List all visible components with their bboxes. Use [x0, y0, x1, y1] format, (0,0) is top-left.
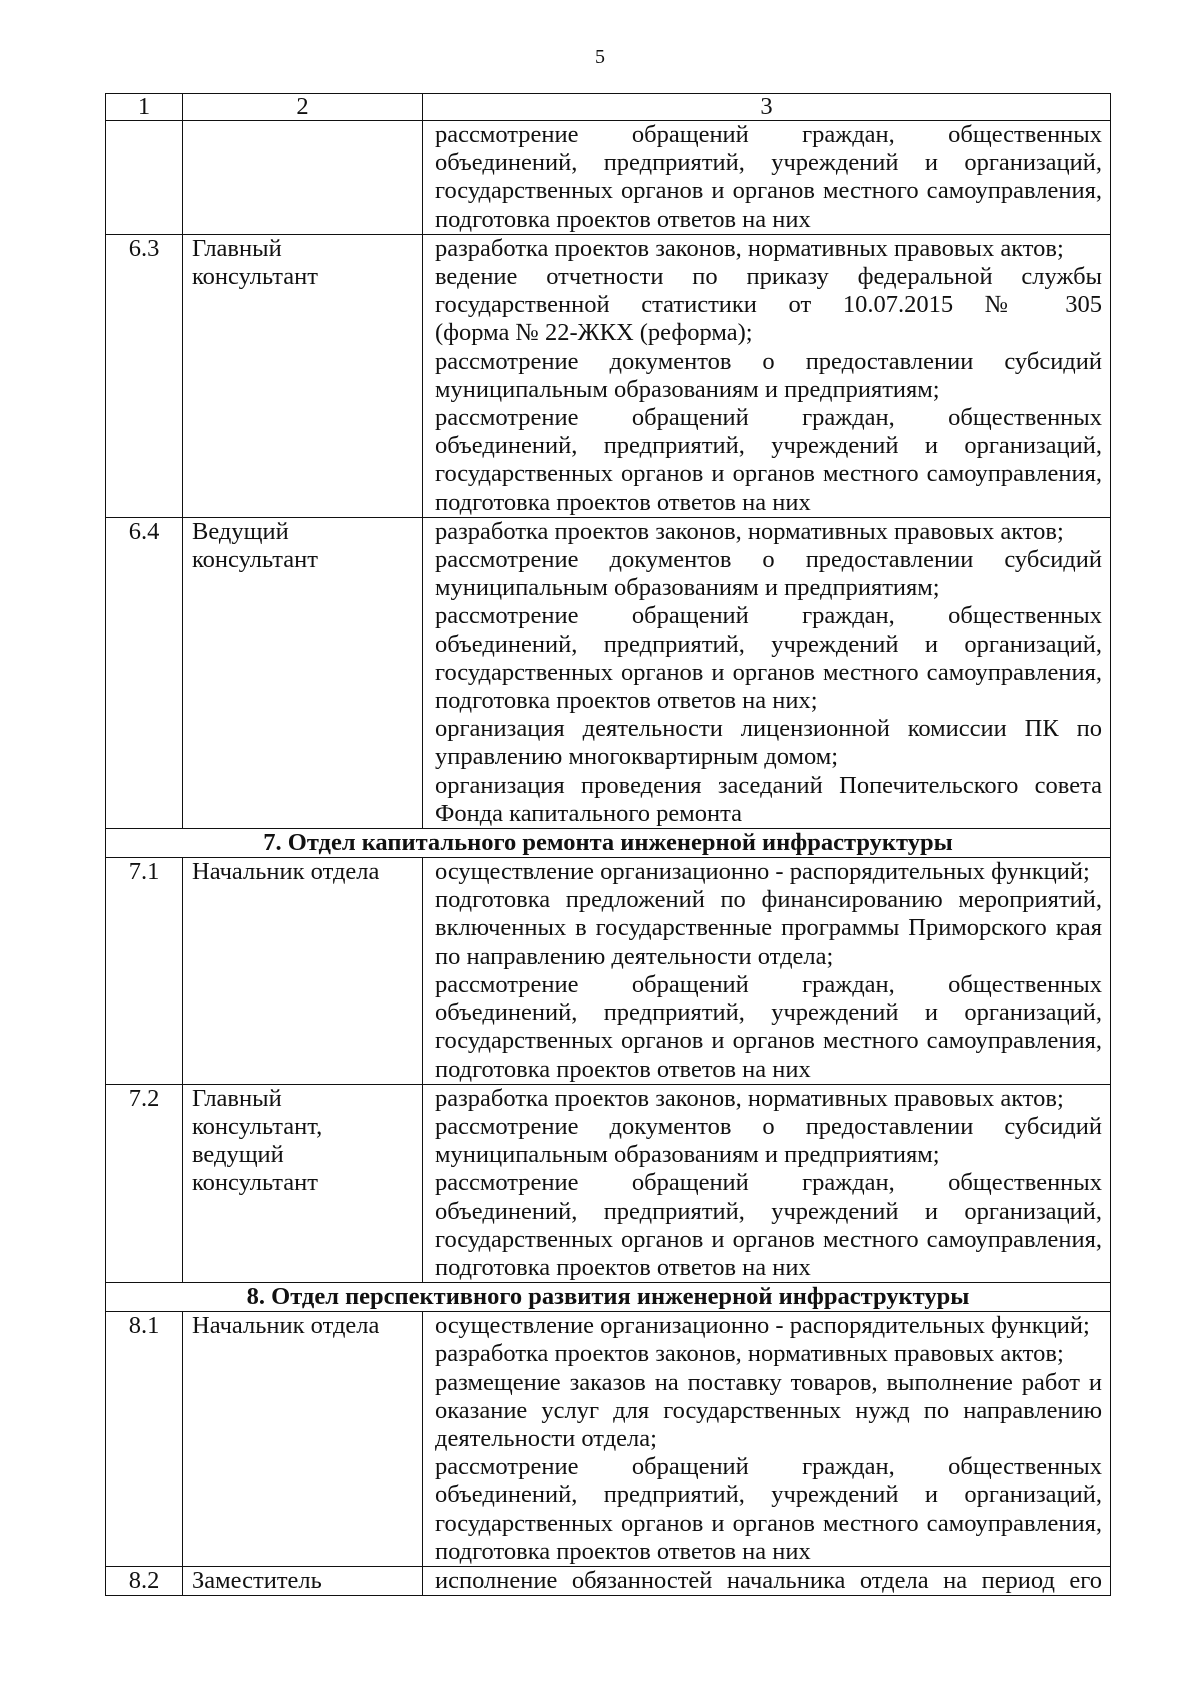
- duty-line: объединений, предприятий, учреждений и организаций,: [435, 432, 1102, 460]
- duties-cell: [423, 121, 1111, 235]
- position-cell: [183, 1084, 423, 1282]
- duty-line: включенных в государственные программы Приморского края: [435, 914, 1102, 942]
- duty-line: рассмотрение обращений граждан, общественных: [435, 1169, 1102, 1197]
- duty-line: подготовка проектов ответов на них: [435, 1055, 811, 1083]
- section-header-row: [106, 1283, 1111, 1312]
- duty-line: объединений, предприятий, учреждений и организаций,: [435, 999, 1102, 1027]
- duty-line: подготовка проектов ответов на них: [435, 1253, 811, 1281]
- duties-cell: [423, 1084, 1111, 1282]
- position-line: ведущий: [192, 1141, 284, 1169]
- duty-line: рассмотрение документов о предоставлении субсидий: [435, 347, 1102, 375]
- duty-line: разработка проектов законов, нормативных правовых актов;: [435, 1340, 1064, 1368]
- duty-line: государственных органов и органов местного самоуправления,: [435, 658, 1102, 686]
- section-header-row: [106, 829, 1111, 858]
- row-number: [106, 121, 183, 235]
- position-cell: [183, 1566, 423, 1595]
- duties-cell: [423, 1566, 1111, 1595]
- duty-line: подготовка проектов ответов на них;: [435, 687, 818, 715]
- duty-line: подготовка проектов ответов на них: [435, 205, 811, 233]
- duty-line: осуществление организационно - распорядительных функций;: [435, 858, 1090, 886]
- column-header-2: 2: [183, 94, 423, 121]
- row-number: 8.1: [106, 1312, 183, 1567]
- duty-line: разработка проектов законов, нормативных правовых актов;: [435, 1084, 1064, 1112]
- duty-line: муниципальным образованиям и предприятиям;: [435, 375, 940, 403]
- position-cell: [183, 121, 423, 235]
- duty-line: рассмотрение обращений граждан, общественных: [435, 121, 1102, 148]
- duties-cell: [423, 1312, 1111, 1567]
- duty-line: (форма № 22-ЖКХ (реформа);: [435, 319, 753, 347]
- duty-line: управлению многоквартирным домом;: [435, 743, 839, 771]
- duty-line: исполнение обязанностей начальника отдела на период его: [435, 1566, 1102, 1594]
- table-row: [106, 1312, 1111, 1567]
- duty-line: подготовка проектов ответов на них: [435, 1537, 811, 1565]
- duty-line: организация деятельности лицензионной комиссии ПК по: [435, 715, 1102, 743]
- duty-line: рассмотрение документов о предоставлении субсидий: [435, 1112, 1102, 1140]
- duty-line: муниципальным образованиям и предприятиям;: [435, 574, 940, 602]
- row-number: 7.2: [106, 1084, 183, 1282]
- table-row: [106, 858, 1111, 1085]
- duties-cell: [423, 858, 1111, 1085]
- row-number: 6.4: [106, 517, 183, 828]
- section-title: 8. Отдел перспективного развития инженерной инфраструктуры: [106, 1283, 1111, 1312]
- position-line: консультант: [192, 546, 318, 574]
- section-title: 7. Отдел капитального ремонта инженерной инфраструктуры: [106, 829, 1111, 858]
- duty-line: государственных органов и органов местного самоуправления,: [435, 460, 1102, 488]
- page-number: 5: [595, 46, 605, 68]
- duty-line: рассмотрение обращений граждан, общественных: [435, 404, 1102, 432]
- position-cell: [183, 517, 423, 828]
- duty-line: государственных органов и органов местного самоуправления,: [435, 177, 1102, 205]
- duty-line: по направлению деятельности отдела;: [435, 942, 834, 970]
- table-row: [106, 1566, 1111, 1595]
- column-header-1: 1: [106, 94, 183, 121]
- duty-line: Фонда капитального ремонта: [435, 799, 743, 827]
- duty-line: объединений, предприятий, учреждений и организаций,: [435, 149, 1102, 177]
- duty-line: рассмотрение обращений граждан, общественных: [435, 1453, 1102, 1481]
- position-cell: [183, 1312, 423, 1567]
- row-number: 8.2: [106, 1566, 183, 1595]
- position-line: Главный: [192, 234, 282, 262]
- duties-cell: [423, 234, 1111, 517]
- position-line: Главный: [192, 1084, 282, 1112]
- table-row: [106, 1084, 1111, 1282]
- position-line: Начальник отдела: [192, 1312, 380, 1340]
- table-row: [106, 234, 1111, 517]
- duty-line: объединений, предприятий, учреждений и организаций,: [435, 630, 1102, 658]
- duty-line: объединений, предприятий, учреждений и организаций,: [435, 1197, 1102, 1225]
- table-row: [106, 121, 1111, 235]
- duties-table: [105, 93, 1111, 1596]
- position-line: Ведущий: [192, 517, 289, 545]
- position-line: консультант: [192, 263, 318, 291]
- duty-line: оказание услуг для государственных нужд по направлению: [435, 1396, 1102, 1424]
- row-number: 7.1: [106, 858, 183, 1085]
- position-line: консультант,: [192, 1112, 323, 1140]
- duty-line: размещение заказов на поставку товаров, выполнение работ и: [435, 1368, 1102, 1396]
- position-cell: [183, 234, 423, 517]
- duty-line: муниципальным образованиям и предприятиям;: [435, 1141, 940, 1169]
- duty-line: подготовка предложений по финансированию мероприятий,: [435, 886, 1102, 914]
- duty-line: разработка проектов законов, нормативных правовых актов;: [435, 234, 1064, 262]
- duty-line: деятельности отдела;: [435, 1424, 657, 1452]
- duty-line: организация проведения заседаний Попечительского совета: [435, 771, 1102, 799]
- duty-line: осуществление организационно - распорядительных функций;: [435, 1312, 1090, 1340]
- duty-line: рассмотрение документов о предоставлении субсидий: [435, 546, 1102, 574]
- duty-line: объединений, предприятий, учреждений и организаций,: [435, 1481, 1102, 1509]
- duty-line: государственных органов и органов местного самоуправления,: [435, 1225, 1102, 1253]
- duties-cell: [423, 517, 1111, 828]
- position-cell: [183, 858, 423, 1085]
- row-number: 6.3: [106, 234, 183, 517]
- table-row: [106, 517, 1111, 828]
- duty-line: рассмотрение обращений граждан, общественных: [435, 970, 1102, 998]
- column-header-3: 3: [423, 94, 1111, 121]
- table-header-row: [106, 94, 1111, 121]
- position-line: консультант: [192, 1169, 318, 1197]
- duty-line: рассмотрение обращений граждан, общественных: [435, 602, 1102, 630]
- position-line: Начальник отдела: [192, 858, 380, 886]
- duty-line: разработка проектов законов, нормативных правовых актов;: [435, 517, 1064, 545]
- duty-line: подготовка проектов ответов на них: [435, 488, 811, 516]
- duty-line: государственных органов и органов местного самоуправления,: [435, 1027, 1102, 1055]
- position-line: Заместитель: [192, 1566, 322, 1594]
- duty-line: государственной статистики от 10.07.2015 № 305: [435, 291, 1102, 319]
- duty-line: ведение отчетности по приказу федеральной службы: [435, 263, 1102, 291]
- duty-line: государственных органов и органов местного самоуправления,: [435, 1509, 1102, 1537]
